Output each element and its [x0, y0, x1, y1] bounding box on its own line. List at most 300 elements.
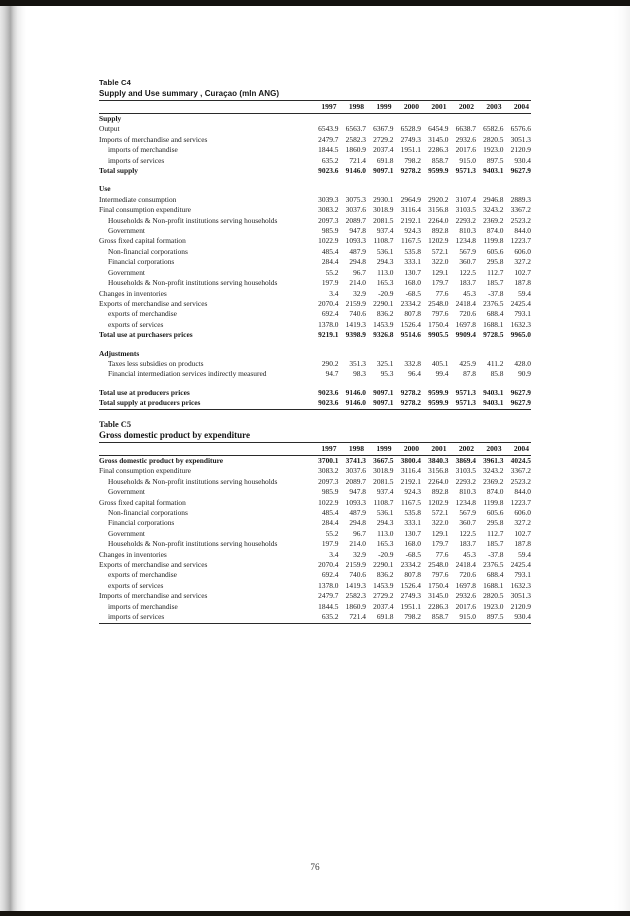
table-c4-cell: 6563.7: [345, 124, 366, 134]
table-c5-cell: 3840.3: [428, 456, 449, 465]
table-c4-cell: 2017.6: [455, 145, 476, 155]
table-c4-cell: 6528.9: [400, 124, 421, 134]
table-c5-row-label-text: Financial corporations: [108, 518, 175, 528]
table-c4-row-label: Imports of merchandise and services: [99, 134, 208, 144]
table-c4-cell: 3039.3: [318, 194, 339, 204]
table-c4-cell: 187.8: [514, 278, 531, 288]
table-c5-cell: 1167.5: [400, 497, 421, 507]
table-c5-cell: -68.5: [405, 549, 421, 559]
table-c5-cell: 2334.2: [400, 560, 421, 570]
table-c4-row: [99, 195, 531, 205]
table-c4-row-label: [99, 278, 311, 288]
table-c4-spacer-cell: [99, 341, 531, 349]
table-c4-row: [99, 145, 531, 155]
table-c4-row-label-text: imports of merchandise: [108, 145, 178, 155]
table-c5-cell: 4024.5: [510, 456, 531, 465]
table-c4-cell: 9023.6: [318, 387, 339, 397]
table-c5-cell: 635.2: [311, 612, 339, 623]
table-c4-subtitle: Supply and Use summary , Curaçao (mln ANG): [99, 89, 280, 98]
table-c4-cell: 688.4: [486, 309, 504, 319]
table-c5-row: [99, 602, 531, 612]
table-c4-cell: 2820.5: [483, 134, 504, 144]
table-c4-cell: -37.8: [488, 288, 504, 298]
table-c4-cell: 635.2: [321, 155, 339, 165]
table-c4-cell: 2264.0: [428, 215, 449, 225]
table-c4-cell: 98.3: [353, 369, 366, 379]
table-c4-row-label: Adjustments: [99, 348, 140, 358]
table-c4-cell: 1688.1: [483, 319, 504, 329]
table-c4-cell: 9514.6: [400, 330, 421, 340]
table-c4-spacer-row: [99, 341, 531, 349]
table-c4-cell: 9909.4: [455, 330, 476, 340]
table-c5-cell: 1108.7: [373, 497, 394, 507]
table-c4-cell: 325.1: [376, 358, 394, 368]
table-c5-year-header-1998: 1998: [339, 443, 367, 456]
table-c4-cell: [449, 349, 477, 359]
table-c4-cell: [394, 349, 422, 359]
table-c5-cell: 572.1: [431, 508, 449, 518]
table-c4-cell: 3367.2: [510, 205, 531, 215]
table-c4-cell: 428.0: [514, 358, 531, 368]
table-c4-cell: 740.6: [349, 309, 366, 319]
table-c4-cell: 9146.0: [339, 398, 367, 409]
table-c4-row-label-text: exports of merchandise: [108, 309, 177, 319]
table-c5-row: [99, 487, 531, 497]
table-c5-cell: 485.4: [321, 508, 339, 518]
table-c5-cell: 322.0: [431, 518, 449, 528]
table-c5-cell: 985.9: [321, 487, 339, 497]
table-c5-cell: 129.1: [431, 528, 449, 538]
table-c4-row: [99, 369, 531, 379]
table-c5-cell: 536.1: [376, 508, 394, 518]
table-c4-cell: 129.1: [431, 267, 449, 277]
table-c4-row-label: Total supply at producers prices: [99, 398, 311, 409]
table-c4-row-label: Intermediate consumption: [99, 194, 177, 204]
table-c5-cell: 721.4: [339, 612, 367, 623]
table-c4-cell: 897.5: [486, 155, 504, 165]
table-c5-row: [99, 560, 531, 570]
table-c5-cell: -20.9: [378, 549, 394, 559]
table-c4-row-label: [99, 320, 311, 330]
table-c5-cell: 1688.1: [483, 580, 504, 590]
table-c5-cell: 1750.4: [428, 580, 449, 590]
table-c4-cell: 351.3: [349, 358, 366, 368]
table-c4-cell: [339, 184, 367, 194]
table-c5-year-header-1997: 1997: [311, 443, 339, 456]
table-c5-cell: 2089.7: [345, 476, 366, 486]
table-c5-row-label: [99, 581, 311, 591]
table-c5-row-label: [99, 529, 311, 539]
table-c5-row-label: [99, 487, 311, 497]
table-c4-row-label: [99, 359, 311, 369]
table-c4-cell: 2920.2: [428, 194, 449, 204]
table-c5-cell: 1923.0: [483, 601, 504, 611]
table-c4-row: [99, 299, 531, 309]
table-c4-row: [99, 216, 531, 226]
table-c4-cell: 797.6: [431, 309, 449, 319]
table-c5-row-label-text: exports of merchandise: [108, 570, 177, 580]
table-c5-cell: 3156.8: [428, 466, 449, 476]
table-c4-year-header-1998: 1998: [339, 101, 367, 114]
table-c4-cell: 2932.6: [455, 134, 476, 144]
table-c4-cell: [339, 114, 367, 125]
table-c5-cell: 55.2: [325, 528, 339, 538]
table-c5-row-label: Imports of merchandise and services: [99, 591, 208, 601]
table-c5-cell: 2820.5: [483, 591, 504, 601]
table-c4-cell: 9097.1: [373, 166, 394, 176]
table-c4-row: [99, 124, 531, 134]
table-c4-row-label: [99, 156, 311, 166]
table-c4-row-label: Supply: [99, 114, 122, 123]
table-c5-year-header-2003: 2003: [476, 443, 504, 456]
table-c5-cell: 214.0: [349, 539, 366, 549]
table-c4-row-label: [99, 268, 311, 278]
table-c4-cell: 165.3: [376, 278, 394, 288]
table-c4-cell: 3018.9: [373, 205, 394, 215]
table-c4-cell: 284.4: [321, 257, 339, 267]
table-c4-cell: 1860.9: [345, 145, 366, 155]
table-c5-cell: 1223.7: [510, 497, 531, 507]
table-c5-cell: 2159.9: [345, 560, 366, 570]
table-c4-cell: 1093.3: [345, 236, 366, 246]
table-c4-cell: [421, 349, 449, 359]
table-c4-cell: [394, 184, 422, 194]
table-c5-row-label-text: imports of merchandise: [108, 601, 178, 611]
table-c4-cell: 6638.7: [455, 124, 476, 134]
table-c5-number: Table C5: [99, 420, 132, 429]
table-c4-cell: 294.3: [376, 257, 394, 267]
table-c4-row-label-text: Financial intermediation services indirectly measured: [108, 369, 267, 379]
table-c5-row: [99, 508, 531, 518]
table-c5-cell: 3961.3: [483, 456, 504, 465]
table-c5-row-label-text: Government: [108, 487, 145, 497]
table-c4-cell: 2293.2: [455, 215, 476, 225]
page-number: 76: [310, 862, 320, 872]
table-c4-row-label: [99, 247, 311, 257]
table-c4-cell: 572.1: [431, 246, 449, 256]
table-c4-cell: 798.2: [404, 155, 421, 165]
table-c4: [99, 100, 531, 410]
table-c5-cell: 688.4: [486, 570, 504, 580]
table-c5-cell: 112.7: [487, 528, 504, 538]
table-c5-cell: 2376.5: [483, 560, 504, 570]
table-c4-cell: 2946.8: [483, 194, 504, 204]
table-c4-cell: 197.9: [321, 278, 339, 288]
table-c4-row: [99, 398, 531, 409]
table-c5-row-label: Gross fixed capital formation: [99, 497, 186, 507]
table-c4-cell: 168.0: [404, 278, 421, 288]
table-c4-row-label-text: Government: [108, 226, 145, 236]
table-c4-cell: 2964.9: [400, 194, 421, 204]
table-c4-row: [99, 135, 531, 145]
table-c5-cell: 2548.0: [428, 560, 449, 570]
table-c5-corner-cell: [99, 443, 311, 456]
table-c4-spacer-cell: [99, 380, 531, 388]
table-c5-cell: 3667.5: [373, 456, 394, 465]
table-c4-cell: 1750.4: [428, 319, 449, 329]
table-c5-cell: 2097.3: [318, 476, 339, 486]
table-c4-cell: 9571.3: [449, 398, 477, 409]
table-c4-cell: [311, 349, 339, 359]
table-c4-row-label: Total supply: [99, 166, 138, 176]
table-c5-row-label: [99, 508, 311, 518]
table-c4-cell: 2369.2: [483, 215, 504, 225]
table-c4-cell: 95.3: [380, 369, 394, 379]
table-c4-cell: 567.9: [459, 246, 476, 256]
table-c4-cell: 2159.9: [345, 298, 366, 308]
table-c4-cell: 3.4: [329, 288, 339, 298]
table-c5-cell: 45.3: [463, 549, 476, 559]
table-c5-cell: 333.1: [404, 518, 421, 528]
table-c5-cell: 3018.9: [373, 466, 394, 476]
table-c4-cell: 536.1: [376, 246, 394, 256]
table-c5-year-header-2004: 2004: [504, 443, 532, 456]
table-c5-cell: 2749.3: [400, 591, 421, 601]
table-c5-cell: 691.8: [366, 612, 394, 623]
table-c4-cell: 411.2: [487, 358, 504, 368]
table-c4-cell: [366, 114, 394, 125]
table-c5-cell: 3741.3: [345, 456, 366, 465]
table-c4-cell: 9146.0: [345, 387, 366, 397]
table-c4-row: [99, 278, 531, 288]
table-c4-cell: 183.7: [459, 278, 476, 288]
table-c4-cell: 937.4: [376, 226, 394, 236]
table-c5-cell: 1697.8: [455, 580, 476, 590]
table-c4-row-label-text: Taxes less subsidies on products: [108, 358, 204, 368]
table-c4-cell: 3051.3: [510, 134, 531, 144]
table-c5-cell: 3800.4: [400, 456, 421, 465]
table-c5-cell: 168.0: [404, 539, 421, 549]
table-c4-year-header-2002: 2002: [449, 101, 477, 114]
table-c5-row-label: [99, 518, 311, 528]
table-c4-cell: 2290.1: [373, 298, 394, 308]
table-c4-cell: 94.7: [325, 369, 339, 379]
table-c4-body: [99, 114, 531, 410]
table-c5-cell: 1951.1: [400, 601, 421, 611]
table-c4-cell: 691.8: [376, 155, 394, 165]
table-c5-cell: 3367.2: [510, 466, 531, 476]
table-c4-year-header-2003: 2003: [476, 101, 504, 114]
table-c4-cell: 6367.9: [373, 124, 394, 134]
table-c4-cell: [366, 349, 394, 359]
table-c5-cell: 1378.0: [318, 580, 339, 590]
table-c5-cell: 3116.4: [400, 466, 421, 476]
table-c5-cell: 1093.3: [345, 497, 366, 507]
table-c5-cell: 692.4: [321, 570, 339, 580]
table-c5-cell: 130.7: [404, 528, 421, 538]
table-c5-row: [99, 591, 531, 601]
table-c4-cell: 2037.4: [373, 145, 394, 155]
table-c5-cell: 197.9: [321, 539, 339, 549]
table-c5-cell: 77.6: [435, 549, 449, 559]
table-c5-row-label: [99, 477, 311, 487]
table-c5-cell: 892.8: [431, 487, 449, 497]
table-c4-cell: 425.9: [459, 358, 476, 368]
table-c4-cell: 1844.5: [318, 145, 339, 155]
table-c5-cell: 183.7: [459, 539, 476, 549]
table-c4-row-label: Use: [99, 184, 111, 194]
table-c4-cell: 606.0: [514, 246, 531, 256]
table-c5-row: [99, 539, 531, 549]
table-c5-cell: 284.4: [321, 518, 339, 528]
table-c4-cell: [311, 114, 339, 125]
table-c5-cell: 1526.4: [400, 580, 421, 590]
table-c4-row-label-text: Government: [108, 267, 145, 277]
table-c5-cell: 294.8: [349, 518, 366, 528]
table-c5-cell: 793.1: [514, 570, 531, 580]
table-c4-cell: 1419.3: [345, 319, 366, 329]
table-c4-cell: 9403.1: [476, 398, 504, 409]
table-c5-cell: 185.7: [486, 539, 504, 549]
table-c4-cell: 9571.3: [455, 387, 476, 397]
table-c5-row-label: Final consumption expenditure: [99, 466, 191, 476]
table-c5-year-header-2001: 2001: [421, 443, 449, 456]
table-c5-cell: 294.3: [376, 518, 394, 528]
table-c4-row: [99, 268, 531, 278]
table-c4-cell: 9627.9: [510, 387, 531, 397]
table-c5-row: [99, 466, 531, 476]
table-c4-cell: 3083.2: [318, 205, 339, 215]
table-c4-row-label-text: Households & Non-profit institutions serving households: [108, 278, 278, 288]
table-c4-spacer-cell: [99, 176, 531, 184]
table-c4-cell: 9398.9: [345, 330, 366, 340]
table-c4-row-label-text: imports of services: [108, 155, 165, 165]
table-c4-cell: 130.7: [404, 267, 421, 277]
table-c5-cell: 59.4: [518, 549, 531, 559]
table-c5-cell: 930.4: [504, 612, 532, 623]
table-c5-cell: 113.0: [377, 528, 394, 538]
table-c4-cell: 85.8: [490, 369, 504, 379]
table-c5-cell: -37.8: [488, 549, 504, 559]
table-c5-row-label: Gross domestic product by expenditure: [99, 456, 224, 465]
table-c4-cell: 535.8: [404, 246, 421, 256]
table-c5-row: [99, 518, 531, 528]
table-c4-cell: 214.0: [349, 278, 366, 288]
table-c5-row-label-text: imports of services: [108, 612, 165, 622]
table-c4-cell: 2192.1: [400, 215, 421, 225]
table-c5-cell: 3083.2: [318, 466, 339, 476]
table-c4-cell: 692.4: [321, 309, 339, 319]
table-c4-cell: 915.0: [459, 155, 476, 165]
table-c4-cell: 807.8: [404, 309, 421, 319]
table-c5-cell: 2192.1: [400, 476, 421, 486]
table-c4-cell: 102.7: [514, 267, 531, 277]
table-c4-cell: 112.7: [487, 267, 504, 277]
table-c4-cell: 405.1: [431, 358, 449, 368]
table-c4-row: [99, 289, 531, 299]
table-c5-row-label-text: Households & Non-profit institutions serving households: [108, 539, 278, 549]
table-c5-cell: 924.3: [404, 487, 421, 497]
table-c5-cell: 937.4: [376, 487, 394, 497]
table-c4-row: [99, 388, 531, 398]
table-c4-cell: [311, 184, 339, 194]
table-c4-cell: 99.4: [435, 369, 449, 379]
table-c5-cell: 1453.9: [373, 580, 394, 590]
table-c4-cell: 605.6: [486, 246, 504, 256]
table-c5-row: [99, 612, 531, 623]
table-c5-cell: 720.6: [459, 570, 476, 580]
table-c4-cell: 9403.1: [483, 387, 504, 397]
table-c4-cell: 1526.4: [400, 319, 421, 329]
table-c4-spacer-row: [99, 380, 531, 388]
table-c4-row: [99, 184, 531, 194]
table-c5-cell: 2037.4: [373, 601, 394, 611]
table-c5-cell: 1419.3: [345, 580, 366, 590]
table-c4-cell: 32.9: [353, 288, 366, 298]
table-c4-row-label-text: Financial corporations: [108, 257, 175, 267]
table-c5-row-label-text: Households & Non-profit institutions serving households: [108, 476, 278, 486]
table-c4-row-label: Total use at producers prices: [99, 387, 190, 397]
table-c4-cell: 2097.3: [318, 215, 339, 225]
table-c5-cell: 2120.9: [510, 601, 531, 611]
table-c5-cell: 179.7: [431, 539, 449, 549]
table-c4-cell: 836.2: [376, 309, 394, 319]
table-c4-cell: 6543.9: [318, 124, 339, 134]
table-c4-cell: 2286.3: [428, 145, 449, 155]
table-c5-cell: 1844.5: [318, 601, 339, 611]
table-c4-cell: 6454.9: [428, 124, 449, 134]
table-c4-cell: [421, 184, 449, 194]
table-c5-cell: 3869.4: [455, 456, 476, 465]
table-c4-cell: 9097.1: [366, 398, 394, 409]
table-c4-spacer-row: [99, 176, 531, 184]
table-c4-row: [99, 156, 531, 166]
table-c4-cell: 810.3: [459, 226, 476, 236]
table-c4-cell: 1167.5: [400, 236, 421, 246]
table-c5-cell: 1022.9: [318, 497, 339, 507]
table-c4-cell: 45.3: [463, 288, 476, 298]
table-c5-cell: 1199.8: [483, 497, 504, 507]
table-c4-number: Table C4: [99, 78, 131, 87]
table-c4-cell: 858.7: [431, 155, 449, 165]
table-c4-row-label-text: Households & Non-profit institutions serving households: [108, 215, 278, 225]
table-c4-cell: 295.8: [486, 257, 504, 267]
table-c4-cell: 487.9: [349, 246, 366, 256]
table-c5-cell: 3037.6: [345, 466, 366, 476]
table-c4-cell: 290.2: [321, 358, 339, 368]
table-c4-cell: -20.9: [378, 288, 394, 298]
table-c5-cell: 122.5: [459, 528, 476, 538]
table-c4-cell: 1108.7: [373, 236, 394, 246]
table-c5-cell: 2425.4: [510, 560, 531, 570]
table-c4-cell: 3107.4: [455, 194, 476, 204]
table-c5-cell: 2290.1: [373, 560, 394, 570]
table-c4-cell: 322.0: [431, 257, 449, 267]
table-c4-block: [99, 78, 531, 410]
table-c4-row-label: [99, 145, 311, 155]
table-c5-cell: 858.7: [421, 612, 449, 623]
table-c5-cell: 2932.6: [455, 591, 476, 601]
table-c5-cell: 2286.3: [428, 601, 449, 611]
table-c5-cell: 915.0: [449, 612, 477, 623]
table-c4-cell: 87.8: [463, 369, 476, 379]
table-c4-row: [99, 226, 531, 236]
table-c4-cell: [394, 114, 422, 125]
table-c4-cell: 77.6: [435, 288, 449, 298]
table-c4-row-label: Exports of merchandise and services: [99, 298, 208, 308]
table-c4-row: [99, 205, 531, 215]
table-c4-year-header-2000: 2000: [394, 101, 422, 114]
table-c5-cell: 2369.2: [483, 476, 504, 486]
table-c4-row-label: Gross fixed capital formation: [99, 236, 186, 246]
table-c4-cell: 3037.6: [345, 205, 366, 215]
table-c5-cell: 3103.5: [455, 466, 476, 476]
table-c5-cell: 2081.5: [373, 476, 394, 486]
table-c4-cell: 9278.2: [394, 398, 422, 409]
table-c5-cell: 807.8: [404, 570, 421, 580]
table-c5-header-row: [99, 443, 531, 456]
table-c5-row: [99, 477, 531, 487]
